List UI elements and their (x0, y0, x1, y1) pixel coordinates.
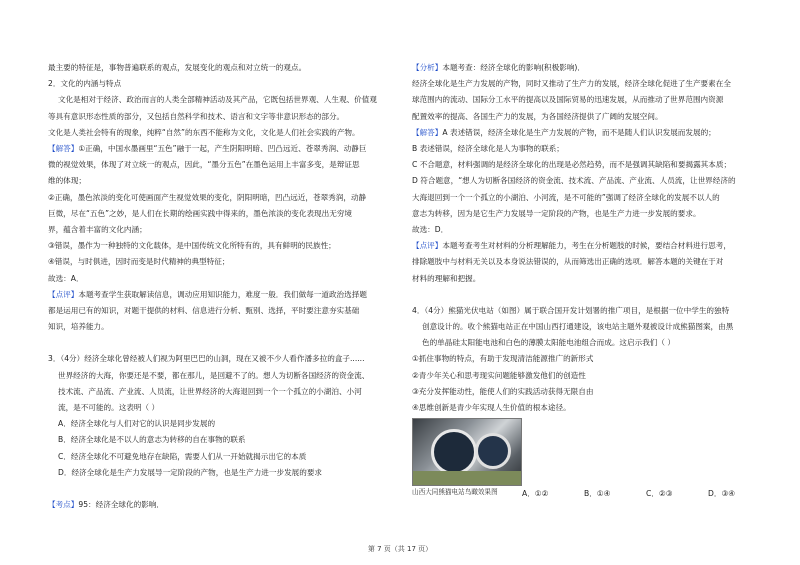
dianping-tag: 【点评】 (48, 289, 79, 299)
intro-line: 最主要的特征是，事物普遍联系的观点，发展变化的观点和对立统一的观点。 (48, 63, 307, 72)
jieda-line: 维的体现； (48, 176, 86, 186)
question-3-option-d: D．经济全球化是生产力发展导一定阶段的产物，也是生产力进一步发展的要求 (58, 467, 323, 477)
dianping-line: 都是运用已有的知识，对题干提供的材料、信息进行分析、甄别、选择，平时要注意夯实基础 (48, 306, 360, 316)
jieda-line: ④错误，与时俱进，因时而变是时代精神的典型特征； (48, 257, 230, 267)
question-4-stem: 4．（4分）熊猫光伏电站（如图）属于联合国开发计划署的推广项目，是根据一位中学生的独特 (412, 305, 730, 315)
jieda-paragraph (48, 141, 388, 157)
question-4-item-1: ①抓住事物的特点，有助于发现清洁能源推广的新形式 (412, 354, 594, 364)
jieda-line: 巨微，尽在“五色”之妙，是人们在长期的绘画实践中得来的，墨色浓淡的变化表现出无穷境 (48, 208, 353, 218)
dianping-line: 本题考查学生获取解读信息，调动应用知识能力，难度一般．我们做每一道政治选择题 (78, 289, 367, 299)
question-3-option-a: A．经济全球化与人们对它的认识是同步发展的 (58, 419, 216, 429)
fenxi-line: 本题考查：经济全球化的影响(积极影响)． (442, 63, 585, 72)
question-4-stem: 创意设计的。收个熊猫电站正在中国山西打通建设，该电站主题外观被设计成熊猫图案，由黑 (422, 322, 734, 332)
question-4-stem: 色的单晶硅太阳能电池和白色的薄膜太阳能电池组合而成。这启示我们（ ） (422, 338, 676, 348)
panda-power-station-image (412, 418, 522, 486)
question-3-option-c: C．经济全球化不可避免地存在缺陷，需要人们从一开始就揭示出它的本质 (58, 451, 307, 461)
fenxi-paragraph (412, 60, 758, 76)
jieda-line: C 不合题意，材料强调的是经济全球化的出现是必然趋势，而不是强调其缺陷和要揭露其本质； (412, 160, 732, 170)
figure-caption: 山西大同熊猫电站鸟瞰效果图 (412, 488, 498, 497)
question-3-stem: 流，是不可能的。这表明（ ） (58, 403, 160, 413)
fenxi-line: 经济全球化是生产力发展的产物，同时又推动了生产力的发展，经济全球化促进了生产要素在全 (412, 79, 731, 89)
jieda-line: A 表述错误，经济全球化是生产力发展的产物，而不是随人们认识发展而发展的； (442, 127, 716, 137)
jieda-line: 意志为转移，因为是它生产力发展导一定阶段的产物，也是生产力进一步发展的要求。 (412, 208, 701, 218)
jieda-line: D 符合题意，“想人为切断各国经济的资金流、技术流、产品流、产业流、人员流，让世界经济的 (412, 176, 736, 186)
question-4-item-3: ③充分发挥能动性，能使人们的实践活动获得无限自由 (412, 386, 594, 396)
jieda-line: ③错误，墨作为一种独特的文化载体，是中国传统文化所特有的，具有鲜明的民族性； (48, 241, 336, 251)
jieda-line: ①正确，中国水墨画里“五色”融于一起，产生阴阳明暗、凹凸远近、苍翠秀润、动静巨 (78, 144, 367, 154)
jieda-line: 微的视觉效果，体现了对立统一的观点，因此，“墨分五色”在墨色运用上丰富多变，是辩证思 (48, 160, 360, 170)
kaodian-text: 95：经济全球化的影响． (78, 500, 164, 510)
jieda-line: 界，蕴含着丰富的文化内涵； (48, 225, 147, 235)
answer-line: 故选：A． (48, 273, 84, 283)
kaodian-paragraph (48, 497, 388, 513)
kaodian-tag: 【考点】 (48, 500, 79, 510)
jieda-tag: 【解答】 (48, 144, 79, 154)
jieda-tag: 【解答】 (412, 127, 443, 137)
section-title: 2．文化的内涵与特点 (48, 79, 122, 89)
answer-line: 故选：D． (412, 225, 449, 235)
fenxi-line: 配置效率的提高、各国生产力的发展，为各国经济提供了广阔的发展空间。 (412, 111, 663, 121)
question-4-choice-b: B．①④ (584, 489, 611, 499)
jieda-line: ②正确，墨色浓淡的变化可使画面产生视觉效果的变化，阴阳明暗，凹凸远近，苍翠秀润，动静 (48, 192, 367, 202)
question-3-stem: 世界经济的大海，你要还是不要，都在那儿，是回避不了的。想人为切断各国经济的资金流、 (58, 370, 370, 380)
question-4-choices (412, 486, 758, 502)
page-number-footer: 第 7 页（共 17 页） (367, 545, 433, 553)
dianping-line: 排除题肢中与材料无关以及本身说法错误的，从而筛选出正确的选项．解答本题的关键在于对 (412, 257, 724, 267)
question-4-item-4: ④思维创新是青少年实现人生价值的根本途径。 (412, 403, 571, 413)
dianping-line: 知识，培养能力。 (48, 322, 109, 332)
right-column (412, 60, 758, 502)
jieda-line: 大海退回到一个一个孤立的小湖泊、小河流，是不可能的”强调了经济全球化的发展不以人的 (412, 192, 720, 202)
question-3-option-b: B．经济全球化是不以人的意志为转移的自在事物的联系 (58, 435, 246, 445)
question-4-choice-d: D．③④ (708, 489, 736, 499)
section-line: 文化是人类社会特有的现象，纯粹“自然”的东西不能称为文化，文化是人们社会实践的产物。 (48, 127, 360, 137)
dianping-paragraph (48, 287, 388, 303)
question-3-stem: 技术流、产品流、产业流、人员流，让世界经济的大海退回到一个一个孤立的小湖泊、小河 (58, 386, 362, 396)
jieda-paragraph (412, 125, 758, 141)
ground-shape (413, 471, 521, 485)
question-4-choice-c: C．②③ (646, 489, 673, 499)
dianping-line: 本题考查考生对材料的分析理解能力，考生在分析题肢的时候，要结合材料进行思考， (442, 241, 731, 251)
question-4-choice-a: A．①② (522, 489, 549, 499)
section-line: 文化是相对于经济、政治而言的人类全部精神活动及其产品，它既包括世界观、人生观、价值观 (58, 95, 377, 105)
section-line: 等具有意识形态性质的部分，又包括自然科学和技术、语言和文字等非意识形态的部分。 (48, 111, 345, 121)
dianping-paragraph (412, 238, 758, 254)
panda-panel-shape (431, 429, 477, 475)
fenxi-line: 球范围内的流动、国际分工水平的提高以及国际贸易的迅速发展，从而推动了世界范围内资源 (412, 95, 724, 105)
left-column (48, 60, 388, 513)
panda-panel-shape (475, 433, 511, 469)
fenxi-tag: 【分析】 (412, 63, 443, 72)
question-4-item-2: ②青少年关心和思考现实问题能够激发他们的创造性 (412, 370, 586, 380)
dianping-tag: 【点评】 (412, 241, 443, 251)
jieda-line: B 表述错误，经济全球化是人为事物的联系； (412, 144, 564, 154)
question-3-stem: 3．（4分）经济全球化曾经被人们视为阿里巴巴的山洞，现在又被不少人看作潘多拉的盒子...... (48, 354, 365, 364)
dianping-line: 材料的理解和把握。 (412, 273, 481, 283)
